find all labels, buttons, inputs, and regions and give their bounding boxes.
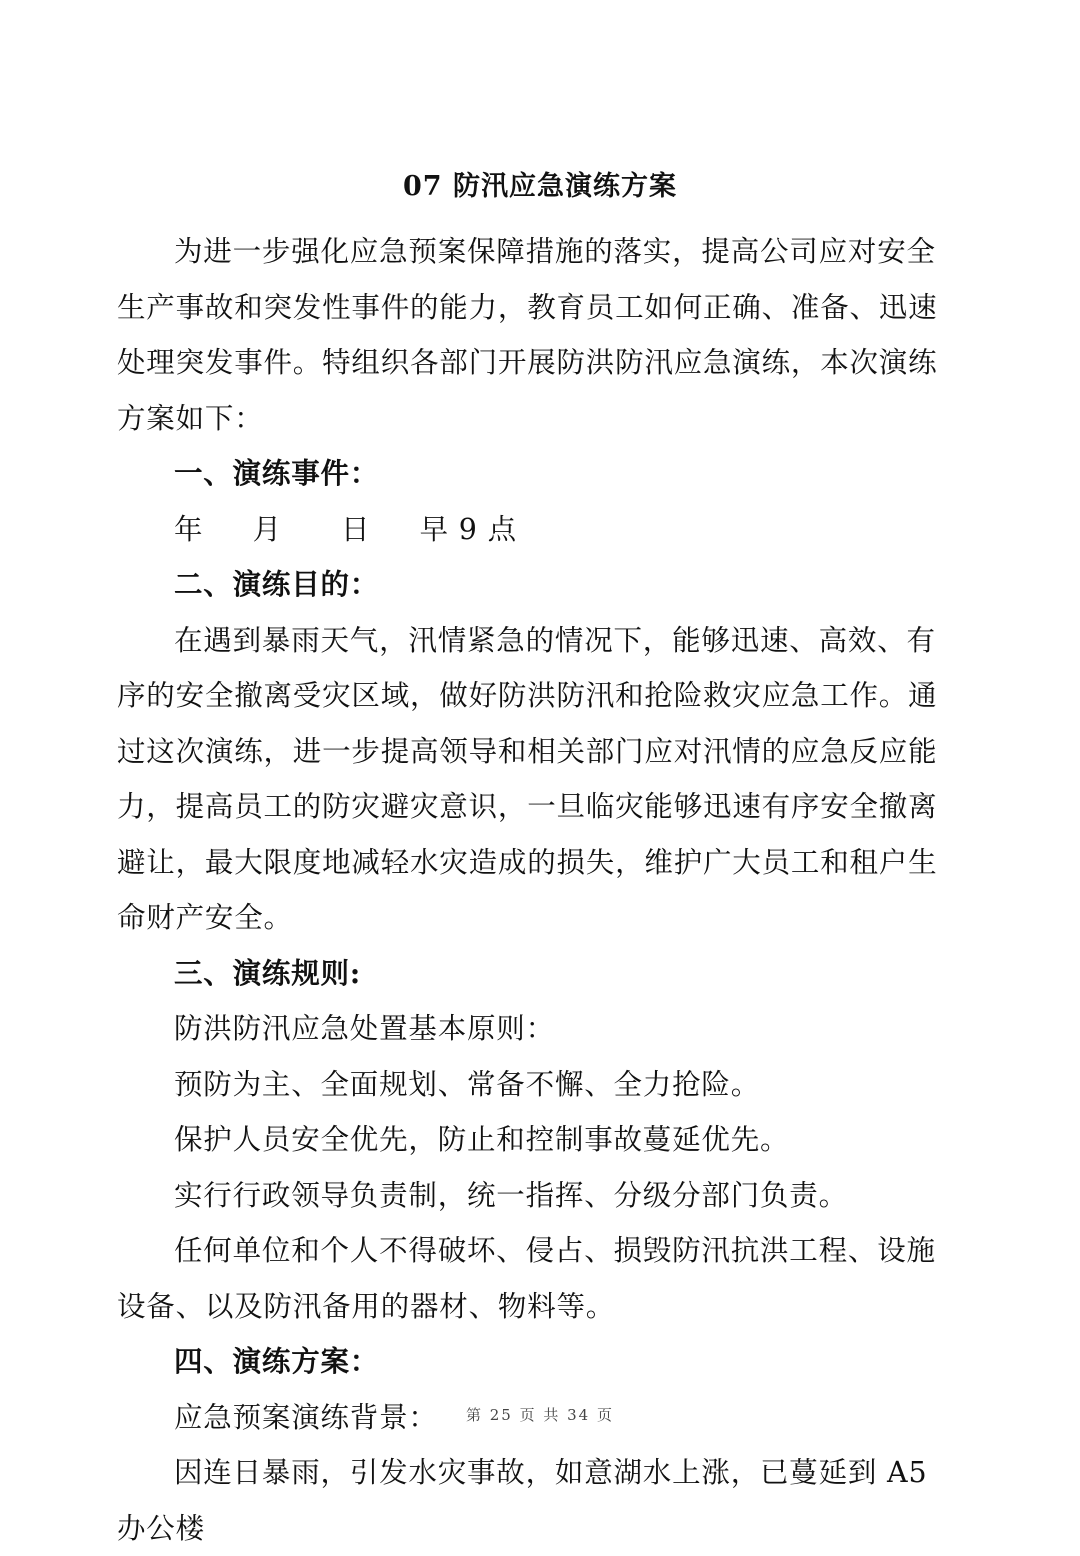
plan-item: 因连日暴雨，引发水灾事故，如意湖水上涨，已蔓延到 A5 办公楼 (117, 1456, 928, 1545)
section-heading-purpose: 二、演练目的： (174, 567, 380, 601)
rules-item: 实行行政领导负责制，统一指挥、分级分部门负责。 (174, 1178, 848, 1212)
document-body (117, 224, 963, 1556)
rules-item: 任何单位和个人不得破坏、侵占、损毁防汛抗洪工程、设施设备、以及防汛备用的器材、物料等。 (117, 1234, 936, 1323)
rules-item: 预防为主、全面规划、常备不懈、全力抢险。 (174, 1067, 761, 1101)
page-number-footer: 第 25 页 共 34 页 (465, 1406, 614, 1424)
purpose-paragraph: 在遇到暴雨天气，汛情紧急的情况下，能够迅速、高效、有序的安全撤离受灾区域，做好防洪防汛和抢险救灾应急工作。通过这次演练，进一步提高领导和相关部门应对汛情的应急反应能力，提高员工的防灾避灾意识，一旦临灾能够迅速有序安全撤离避让，最大限度地减轻水灾造成的损失，维护广大员工和租户生命财产安全。 (117, 623, 938, 934)
intro-paragraph: 为进一步强化应急预案保障措施的落实，提高公司应对安全生产事故和突发性事件的能力，教育员工如何正确、准备、迅速处理突发事件。特组织各部门开展防洪防汛应急演练，本次演练方案如下： (117, 235, 938, 435)
document-title: 07 防汛应急演练方案 (403, 171, 677, 202)
plan-item: 应急预案演练背景： (174, 1400, 438, 1434)
section-heading-event: 一、演练事件： (174, 456, 380, 490)
rules-item: 保护人员安全优先，防止和控制事故蔓延优先。 (174, 1123, 790, 1156)
rules-item: 防洪防汛应急处置基本原则： (174, 1012, 555, 1045)
section-heading-rules: 三、演练规则: (174, 955, 362, 990)
event-date-line: 年 月 日 早 9 点 (174, 512, 517, 546)
section-heading-plan: 四、演练方案： (174, 1344, 380, 1378)
